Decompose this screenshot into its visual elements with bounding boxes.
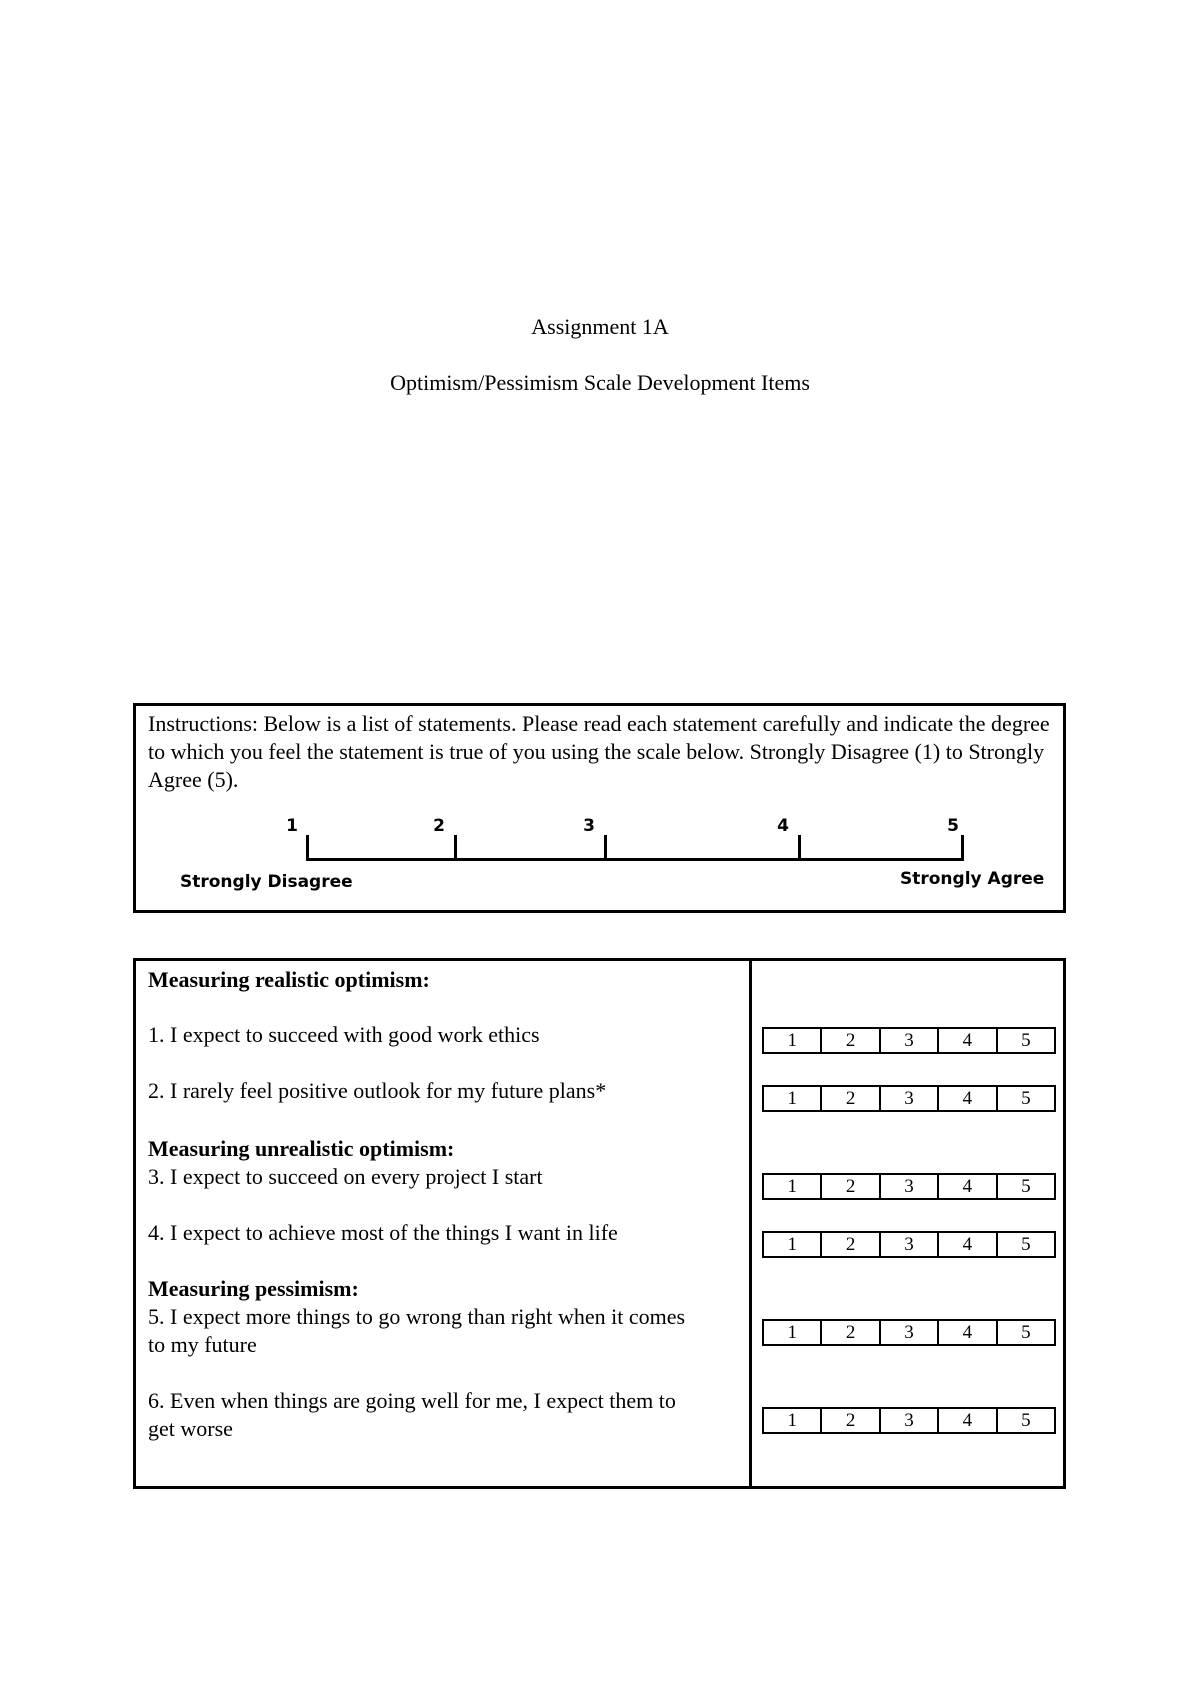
item-6-text-line-1: 6. Even when things are going well for me, I expect them to [148,1388,676,1413]
item-2-option-3[interactable]: 3 [879,1087,937,1110]
instructions-text: Instructions: Below is a list of statements. Please read each statement carefully and indicate the degree to which you feel the statement is true of you using the scale below. Strongly Disagree (1) to Strongly Agree (5). [148,711,1050,792]
item-4-text: 4. I expect to achieve most of the things I want in life [148,1220,618,1245]
instructions-box [133,703,1066,913]
item-1-option-4[interactable]: 4 [937,1029,995,1052]
item-4-option-2[interactable]: 2 [820,1233,878,1256]
scale-point-1: 1 [286,816,298,836]
item-1-rating[interactable] [762,1027,1056,1054]
item-5-option-5[interactable]: 5 [996,1321,1054,1344]
item-5-option-1[interactable]: 1 [787,1322,797,1343]
item-2-option-2[interactable]: 2 [820,1087,878,1110]
item-3-text: 3. I expect to succeed on every project I start [148,1164,543,1189]
column-divider [749,961,752,1486]
item-5-option-4[interactable]: 4 [937,1321,995,1344]
item-6-option-2[interactable]: 2 [820,1409,878,1432]
item-5-rating[interactable] [762,1319,1056,1346]
item-3-option-4[interactable]: 4 [937,1175,995,1198]
section-heading-realistic-optimism: Measuring realistic optimism: [148,967,430,992]
likert-scale-diagram [136,706,1063,910]
scale-tick-5 [961,835,964,861]
item-1-option-3[interactable]: 3 [879,1029,937,1052]
scale-point-3: 3 [583,816,595,836]
item-3-option-2[interactable]: 2 [820,1175,878,1198]
item-1-text: 1. I expect to succeed with good work ethics [148,1022,540,1047]
section-heading-pessimism: Measuring pessimism: [148,1276,359,1301]
assignment-title: Assignment 1A [531,314,669,339]
assignment-subtitle: Optimism/Pessimism Scale Development Items [390,370,810,395]
scale-point-2: 2 [433,816,445,836]
item-6-option-3[interactable]: 3 [879,1409,937,1432]
item-6-option-5[interactable]: 5 [996,1409,1054,1432]
anchor-strongly-disagree: Strongly Disagree [180,872,353,892]
item-3-option-3[interactable]: 3 [879,1175,937,1198]
scale-point-4: 4 [777,816,789,836]
item-3-option-5[interactable]: 5 [996,1175,1054,1198]
item-6-rating[interactable] [762,1407,1056,1434]
item-2-text: 2. I rarely feel positive outlook for my future plans* [148,1078,607,1103]
item-5-option-3[interactable]: 3 [879,1321,937,1344]
item-4-option-5[interactable]: 5 [996,1233,1054,1256]
item-3-option-1[interactable]: 1 [787,1176,797,1197]
item-5-text-line-1: 5. I expect more things to go wrong than right when it comes [148,1304,686,1329]
item-2-option-5[interactable]: 5 [996,1087,1054,1110]
scale-tick-4 [798,835,801,861]
item-6-option-1[interactable]: 1 [787,1410,797,1431]
item-2-option-1[interactable]: 1 [787,1088,797,1109]
section-heading-unrealistic-optimism: Measuring unrealistic optimism: [148,1136,455,1161]
anchor-strongly-agree: Strongly Agree [900,869,1045,889]
item-1-option-1[interactable]: 1 [787,1030,797,1051]
item-3-rating[interactable] [762,1173,1056,1200]
scale-tick-1 [306,835,309,861]
scale-tick-3 [604,835,607,861]
item-6-text-line-2: get worse [148,1416,233,1441]
scale-axis-line [306,858,964,861]
items-table [133,958,1066,1489]
item-2-rating[interactable] [762,1085,1056,1112]
item-5-option-2[interactable]: 2 [820,1321,878,1344]
item-4-option-3[interactable]: 3 [879,1233,937,1256]
item-5-text-line-2: to my future [148,1332,257,1357]
item-4-option-4[interactable]: 4 [937,1233,995,1256]
item-4-option-1[interactable]: 1 [787,1234,797,1255]
item-1-option-2[interactable]: 2 [820,1029,878,1052]
item-2-option-4[interactable]: 4 [937,1087,995,1110]
item-1-option-5[interactable]: 5 [996,1029,1054,1052]
item-6-option-4[interactable]: 4 [937,1409,995,1432]
item-4-rating[interactable] [762,1231,1056,1258]
scale-point-5: 5 [947,816,959,836]
scale-tick-2 [454,835,457,861]
